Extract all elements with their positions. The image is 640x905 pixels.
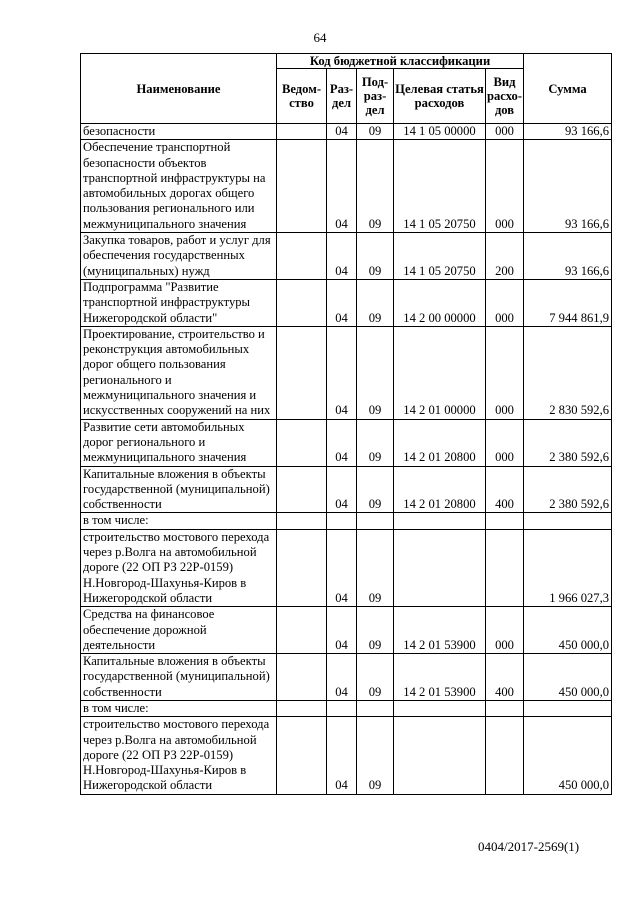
row-podrazdel-cell: 09 xyxy=(357,419,394,466)
row-vid-cell xyxy=(486,700,524,716)
table-row xyxy=(81,717,612,794)
row-razdel-cell: 04 xyxy=(327,717,357,794)
header-name: Наименование xyxy=(81,54,277,124)
header-classification-group: Код бюджетной классификации xyxy=(277,54,524,69)
row-podrazdel-cell: 09 xyxy=(357,529,394,606)
row-target-cell: 14 1 05 20750 xyxy=(394,140,486,233)
row-razdel-cell: 04 xyxy=(327,140,357,233)
row-razdel-cell xyxy=(327,513,357,529)
row-name-cell: Развитие сети автомобильных дорог регионального и межмуниципального значения xyxy=(81,419,277,466)
row-target-cell xyxy=(394,700,486,716)
row-vid-cell: 400 xyxy=(486,466,524,513)
table-row xyxy=(81,654,612,701)
row-vid-cell: 400 xyxy=(486,654,524,701)
table-row xyxy=(81,279,612,326)
page-number: 64 xyxy=(313,30,327,45)
row-target-cell: 14 1 05 20750 xyxy=(394,233,486,280)
row-target-cell xyxy=(394,717,486,794)
row-vid-cell: 200 xyxy=(486,233,524,280)
row-vedomstvo-cell xyxy=(277,466,327,513)
row-target-cell: 14 2 01 20800 xyxy=(394,466,486,513)
table-row xyxy=(81,419,612,466)
row-name-cell: в том числе: xyxy=(81,513,277,529)
row-vedomstvo-cell xyxy=(277,419,327,466)
row-vedomstvo-cell xyxy=(277,326,327,419)
row-vid-cell: 000 xyxy=(486,279,524,326)
table-row xyxy=(81,466,612,513)
header-vid: Вид расхо-дов xyxy=(486,69,524,124)
row-vedomstvo-cell xyxy=(277,513,327,529)
header-razdel: Раз-дел xyxy=(327,69,357,124)
row-podrazdel-cell: 09 xyxy=(357,279,394,326)
row-name-cell: Капитальные вложения в объекты государственной (муниципальной) собственности xyxy=(81,654,277,701)
header-sum: Сумма xyxy=(524,54,612,124)
row-podrazdel-cell: 09 xyxy=(357,124,394,140)
header-target: Целевая статья расходов xyxy=(394,69,486,124)
row-target-cell: 14 2 00 00000 xyxy=(394,279,486,326)
row-vid-cell: 000 xyxy=(486,607,524,654)
row-sum-cell: 450 000,0 xyxy=(524,717,612,794)
row-razdel-cell: 04 xyxy=(327,529,357,606)
row-name-cell: в том числе: xyxy=(81,700,277,716)
row-sum-cell: 93 166,6 xyxy=(524,140,612,233)
table-row xyxy=(81,529,612,606)
row-vid-cell xyxy=(486,513,524,529)
row-name-cell: строительство мостового перехода через р.Волга на автомобильной дороге (22 ОП РЗ 22Р-0159) Н.Новгород-Шахунья-Киров в Нижегородской области xyxy=(81,717,277,794)
table-row xyxy=(81,607,612,654)
row-vid-cell xyxy=(486,717,524,794)
row-vid-cell xyxy=(486,529,524,606)
row-target-cell: 14 2 01 53900 xyxy=(394,654,486,701)
row-podrazdel-cell: 09 xyxy=(357,466,394,513)
row-razdel-cell: 04 xyxy=(327,124,357,140)
budget-table xyxy=(80,53,612,795)
row-podrazdel-cell: 09 xyxy=(357,717,394,794)
row-name-cell: Закупка товаров, работ и услуг для обеспечения государственных (муниципальных) нужд xyxy=(81,233,277,280)
row-razdel-cell: 04 xyxy=(327,466,357,513)
row-target-cell: 14 1 05 00000 xyxy=(394,124,486,140)
row-sum-cell: 450 000,0 xyxy=(524,654,612,701)
document-code: 0404/2017-2569(1) xyxy=(478,839,580,854)
row-razdel-cell: 04 xyxy=(327,654,357,701)
row-vedomstvo-cell xyxy=(277,700,327,716)
row-vedomstvo-cell xyxy=(277,529,327,606)
row-vid-cell: 000 xyxy=(486,140,524,233)
row-podrazdel-cell: 09 xyxy=(357,326,394,419)
row-vedomstvo-cell xyxy=(277,140,327,233)
row-name-cell: Капитальные вложения в объекты государственной (муниципальной) собственности xyxy=(81,466,277,513)
row-podrazdel-cell xyxy=(357,513,394,529)
row-sum-cell: 1 966 027,3 xyxy=(524,529,612,606)
row-target-cell xyxy=(394,513,486,529)
row-sum-cell: 450 000,0 xyxy=(524,607,612,654)
row-vedomstvo-cell xyxy=(277,607,327,654)
row-vedomstvo-cell xyxy=(277,717,327,794)
row-name-cell: Средства на финансовое обеспечение дорожной деятельности xyxy=(81,607,277,654)
row-razdel-cell: 04 xyxy=(327,326,357,419)
table-row xyxy=(81,140,612,233)
row-target-cell: 14 2 01 20800 xyxy=(394,419,486,466)
table-row xyxy=(81,124,612,140)
row-vid-cell: 000 xyxy=(486,419,524,466)
row-target-cell: 14 2 01 53900 xyxy=(394,607,486,654)
header-vedomstvo: Ведом-ство xyxy=(277,69,327,124)
table-row xyxy=(81,326,612,419)
row-podrazdel-cell: 09 xyxy=(357,607,394,654)
row-sum-cell: 93 166,6 xyxy=(524,233,612,280)
row-vedomstvo-cell xyxy=(277,233,327,280)
row-sum-cell: 2 380 592,6 xyxy=(524,466,612,513)
table-row xyxy=(81,700,612,716)
row-vedomstvo-cell xyxy=(277,279,327,326)
row-razdel-cell: 04 xyxy=(327,607,357,654)
row-sum-cell xyxy=(524,700,612,716)
row-razdel-cell: 04 xyxy=(327,279,357,326)
row-name-cell: Проектирование, строительство и реконструкция автомобильных дорог общего пользования регионального и межмуниципального значения и искусственных сооружений на них xyxy=(81,326,277,419)
row-razdel-cell xyxy=(327,700,357,716)
row-sum-cell: 2 380 592,6 xyxy=(524,419,612,466)
table-row xyxy=(81,233,612,280)
row-podrazdel-cell: 09 xyxy=(357,233,394,280)
row-vedomstvo-cell xyxy=(277,124,327,140)
row-sum-cell: 93 166,6 xyxy=(524,124,612,140)
row-razdel-cell: 04 xyxy=(327,419,357,466)
row-sum-cell: 2 830 592,6 xyxy=(524,326,612,419)
header-podrazdel: Под-раз-дел xyxy=(357,69,394,124)
row-name-cell: строительство мостового перехода через р.Волга на автомобильной дороге (22 ОП РЗ 22Р-0159) Н.Новгород-Шахунья-Киров в Нижегородской области xyxy=(81,529,277,606)
row-vedomstvo-cell xyxy=(277,654,327,701)
row-sum-cell: 7 944 861,9 xyxy=(524,279,612,326)
row-target-cell: 14 2 01 00000 xyxy=(394,326,486,419)
row-name-cell: безопасности xyxy=(81,124,277,140)
row-vid-cell: 000 xyxy=(486,326,524,419)
row-vid-cell: 000 xyxy=(486,124,524,140)
table-row xyxy=(81,513,612,529)
row-podrazdel-cell: 09 xyxy=(357,140,394,233)
row-target-cell xyxy=(394,529,486,606)
row-name-cell: Подпрограмма "Развитие транспортной инфраструктуры Нижегородской области" xyxy=(81,279,277,326)
row-sum-cell xyxy=(524,513,612,529)
table-body xyxy=(81,124,612,795)
row-razdel-cell: 04 xyxy=(327,233,357,280)
row-name-cell: Обеспечение транспортной безопасности объектов транспортной инфраструктуры на автомобильных дорогах общего пользования регионального или межмуниципального значения xyxy=(81,140,277,233)
row-podrazdel-cell: 09 xyxy=(357,654,394,701)
row-podrazdel-cell xyxy=(357,700,394,716)
